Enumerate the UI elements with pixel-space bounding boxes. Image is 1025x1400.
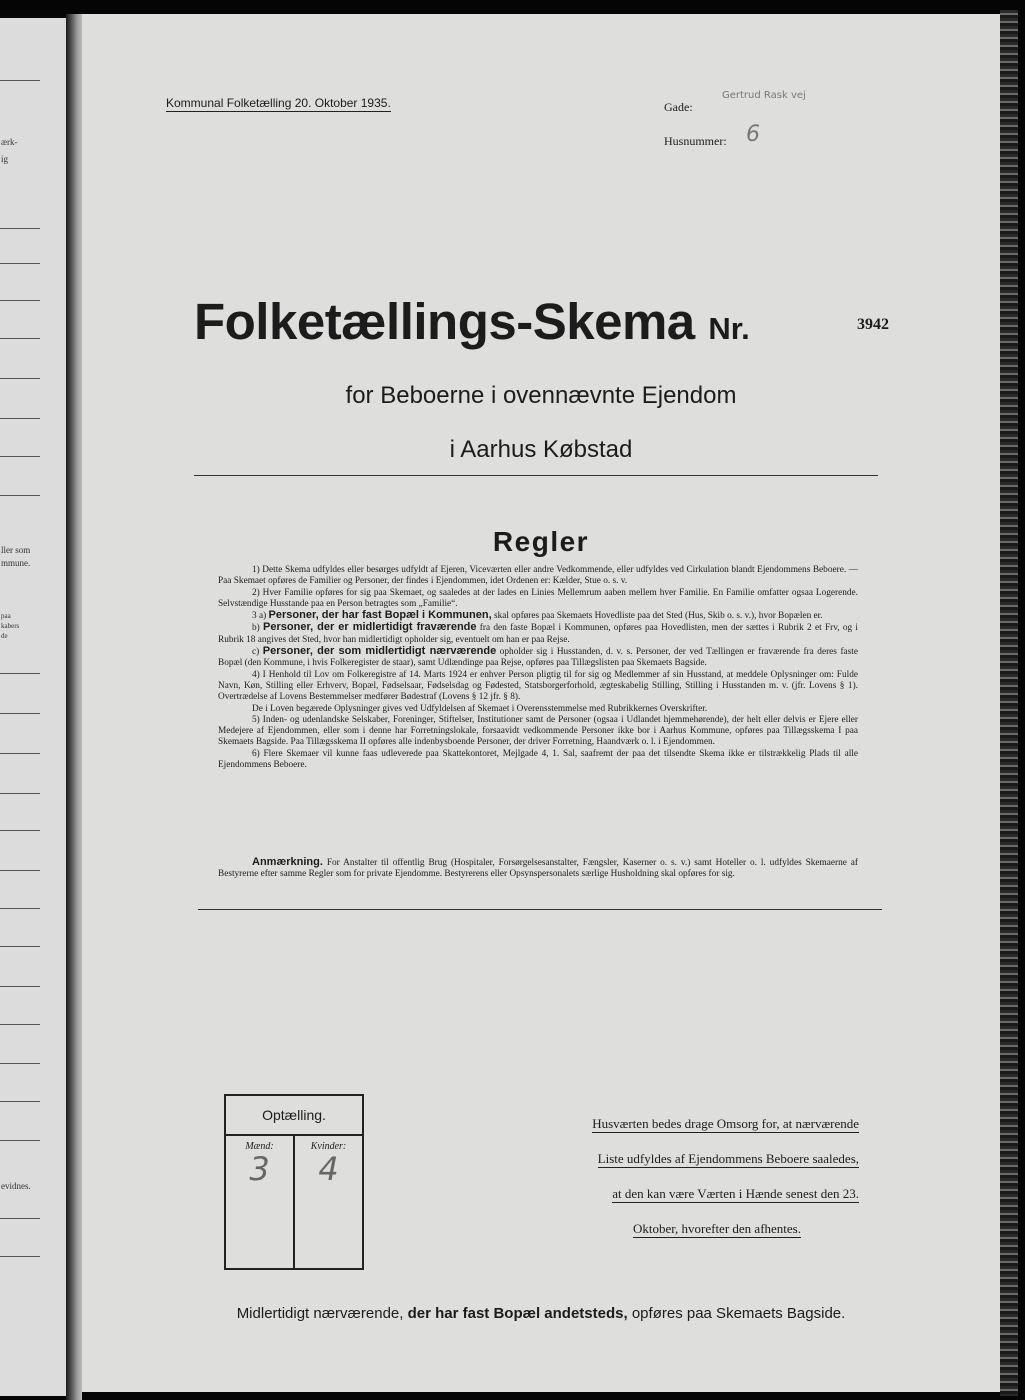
form-title-main: Folketællings-Skema bbox=[194, 293, 695, 350]
left-fragment-text: kabers bbox=[1, 622, 20, 630]
left-rule bbox=[0, 1063, 40, 1064]
host-notice-line bbox=[514, 1211, 859, 1246]
left-rule bbox=[0, 870, 40, 871]
left-page-fragment bbox=[0, 18, 66, 1396]
rule-3a-heading: Personer, der har fast Bopæl i Kommunen, bbox=[268, 609, 492, 622]
remark-label: Anmærkning. bbox=[252, 856, 323, 868]
census-header: Kommunal Folketælling 20. Oktober 1935. bbox=[166, 96, 391, 110]
left-rule bbox=[0, 338, 40, 339]
rule-3c-number: c) bbox=[252, 647, 260, 658]
left-rule bbox=[0, 80, 40, 81]
left-rule bbox=[0, 263, 40, 264]
rule-3c-body: opholder sig i Husstanden, d. v. s. Personer, der ved Tællingen er fraværende fra deres faste Bopæl (den Kommune, i hvis Folkeregister de staar), samt Udlændinge paa Rejse, opføres paa Tillægslisten paa Skemaets Bagside. bbox=[218, 647, 858, 669]
host-notice bbox=[514, 1106, 859, 1246]
remark bbox=[218, 857, 858, 881]
left-fragment-text: ller som bbox=[1, 545, 31, 555]
left-fragment-text: de bbox=[1, 632, 8, 640]
left-rule bbox=[0, 378, 40, 379]
form-subtitle-2: i Aarhus Købstad bbox=[449, 436, 633, 463]
footer-note bbox=[82, 1305, 1000, 1322]
form-title-nr: Nr. bbox=[708, 311, 750, 346]
left-rule bbox=[0, 713, 40, 714]
left-fragment-text: ig bbox=[1, 154, 9, 164]
census-form-page bbox=[82, 14, 1000, 1392]
footer-pre: Midlertidigt nærværende, bbox=[236, 1305, 404, 1322]
street-field bbox=[664, 98, 693, 116]
left-rule bbox=[0, 793, 40, 794]
remark-text: For Anstalter til offentlig Brug (Hospitaler, Forsørgelsesanstalter, Fængsler, Kaserner o. s. v.) samt Hoteller o. l. udfyldes Skemaerne af Bestyrerne efter samme Regler som for private Ejendomme. Bestyrerens eller Opsynspersonalets særlige Husholdning skal opføres for sig. bbox=[218, 858, 859, 880]
left-rule bbox=[0, 418, 40, 419]
rule-3c-heading: Personer, der som midlertidigt nærværende bbox=[262, 645, 497, 658]
rule-2: 2) Hver Familie opføres for sig paa Skemaet, og saaledes at der lades en Linies Mellemrum aaben mellem hver Familie. En Familie omfatter ogsaa Logerende. Selvstændige Husstande paa en Person betragtes som „Familie“. bbox=[218, 587, 858, 609]
left-rule bbox=[0, 908, 40, 909]
left-fragment-text: ærk- bbox=[1, 137, 18, 147]
host-notice-line-1: Husværten bedes drage Omsorg for, at nærværende bbox=[592, 1116, 859, 1131]
host-notice-line-3: at den kan være Værten i Hænde senest den 23. bbox=[612, 1186, 859, 1201]
rule-3b-body: fra den faste Bopæl i Kommunen, opføres paa Hovedlisten, men der sættes i Rubrik 2 et Frv, og i Rubrik 18 angives det Sted, hvor han midlertidigt opholder sig, eventuelt om han er paa Rejse. bbox=[218, 623, 859, 645]
rule-3b-heading: Personer, der er midlertidigt fraværende bbox=[263, 621, 477, 634]
rule-1: 1) Dette Skema udfyldes eller besørges udfyldt af Ejeren, Viceværten eller andre Vedkommende, eller udfyldes ved Cirkulation blandt Ejendommens Beboere. — Paa Skemaet opføres de Familier og Personer, der findes i Ejendommen, idet Ordenen er: Kælder, Stue o. s. v. bbox=[218, 565, 858, 587]
page-edge bbox=[1000, 10, 1018, 1396]
divider-bottom bbox=[198, 909, 882, 910]
women-count: 4 bbox=[318, 1150, 339, 1188]
host-notice-line-4: Oktober, hvorefter den afhentes. bbox=[632, 1221, 801, 1236]
left-fragment-text: mmune. bbox=[1, 558, 31, 568]
men-column bbox=[226, 1136, 295, 1268]
divider-top bbox=[194, 475, 878, 476]
rule-4: 4) I Henhold til Lov om Folkeregistre af 14. Marts 1924 er enhver Person pligtig til for sig og Medlemmer af sin Husstand, at meddele Oplysninger om: Fulde Navn, Køn, Stilling eller Erhverv, Bopæl, Fødselsaar, Fødselsdag og Fødested, Statsborgerforhold, ægteskabelig Stilling, Stilling i Husstanden m. v. (jfr. Lovens § 1). Overtrædelse af Lovens Bestemmelser medfører Bødestraf (Lovens § 12 jfr. § 8). bbox=[218, 669, 858, 703]
form-title bbox=[194, 292, 750, 351]
left-rule bbox=[0, 753, 40, 754]
women-label: Kvinder: bbox=[310, 1141, 347, 1152]
form-subtitle-1: for Beboerne i ovennævnte Ejendom bbox=[345, 382, 737, 409]
women-column bbox=[295, 1136, 362, 1268]
rule-4-note: De i Loven begærede Oplysninger gives ved Udfyldelsen af Skemaet i Overensstemmelse med Rubrikkernes Overskrifter. bbox=[252, 703, 708, 714]
book-gutter bbox=[66, 14, 82, 1400]
left-rule bbox=[0, 456, 40, 457]
left-rule bbox=[0, 1024, 40, 1025]
men-count: 3 bbox=[249, 1150, 270, 1188]
host-notice-line-2: Liste udfyldes af Ejendommens Beboere saaledes, bbox=[597, 1151, 859, 1166]
host-notice-line bbox=[514, 1141, 859, 1176]
left-rule bbox=[0, 673, 40, 674]
footer-post: opføres paa Skemaets Bagside. bbox=[631, 1305, 846, 1322]
men-label: Mænd: bbox=[245, 1141, 274, 1152]
left-rule bbox=[0, 1140, 40, 1141]
left-rule bbox=[0, 495, 40, 496]
left-rule bbox=[0, 830, 40, 831]
host-notice-line bbox=[514, 1176, 859, 1211]
house-number-field bbox=[664, 132, 727, 150]
rule-3b-number: b) bbox=[252, 623, 260, 634]
count-title: Optælling. bbox=[226, 1096, 362, 1136]
rules-heading: Regler bbox=[492, 526, 590, 557]
left-fragment-text: paa bbox=[1, 612, 11, 620]
rule-6: 6) Flere Skemaer vil kunne faas udleverede paa Skattekontoret, Mejlgade 4, 1. Sal, saafremt der paa det tilsendte Skema ikke er tilstrækkelig Plads til alle Ejendommens Beboere. bbox=[218, 748, 858, 771]
left-rule bbox=[0, 1218, 40, 1219]
remark-paragraph bbox=[218, 857, 858, 881]
rules-text bbox=[218, 565, 858, 771]
count-box bbox=[224, 1094, 364, 1270]
rule-3c bbox=[218, 646, 858, 670]
form-number: 3942 bbox=[857, 316, 889, 333]
left-rule bbox=[0, 300, 40, 301]
left-rule bbox=[0, 986, 40, 987]
left-rule bbox=[0, 946, 40, 947]
street-value: Gertrud Rask vej bbox=[722, 90, 806, 101]
left-rule bbox=[0, 1256, 40, 1257]
rule-5: 5) Inden- og udenlandske Selskaber, Foreninger, Stiftelser, Institutioner samt de Personer (ogsaa i Udlandet hjemmehørende), der helt eller delvis er Ejere eller Medejere af Ejendommen, eller som i denne har Forretningslokale, forsaavidt vedkommende Personer ikke bor i Aarhus Kommune, opføres paa Tillægsskema I paa Skemaets Bagside. Paa Tillægsskema II opføres alle indenbysboende Personer, der driver Forretning, Haandværk o. l. i Ejendommen. bbox=[218, 714, 858, 748]
rule-3a-number: 3 a) bbox=[252, 611, 267, 622]
left-fragment-text: evidnes. bbox=[1, 1181, 31, 1191]
rule-3a-body: skal opføres paa Skemaets Hovedliste paa det Sted (Hus, Skib o. s. v.), hvor Bopælen er. bbox=[493, 611, 823, 622]
host-notice-line bbox=[514, 1106, 859, 1141]
left-rule bbox=[0, 228, 40, 229]
street-label: Gade: bbox=[664, 100, 693, 114]
house-number-label: Husnummer: bbox=[664, 134, 727, 148]
rule-3b bbox=[218, 622, 858, 646]
left-rule bbox=[0, 1101, 40, 1102]
footer-bold: der har fast Bopæl andetsteds, bbox=[407, 1305, 628, 1322]
house-number-value: 6 bbox=[746, 122, 760, 147]
